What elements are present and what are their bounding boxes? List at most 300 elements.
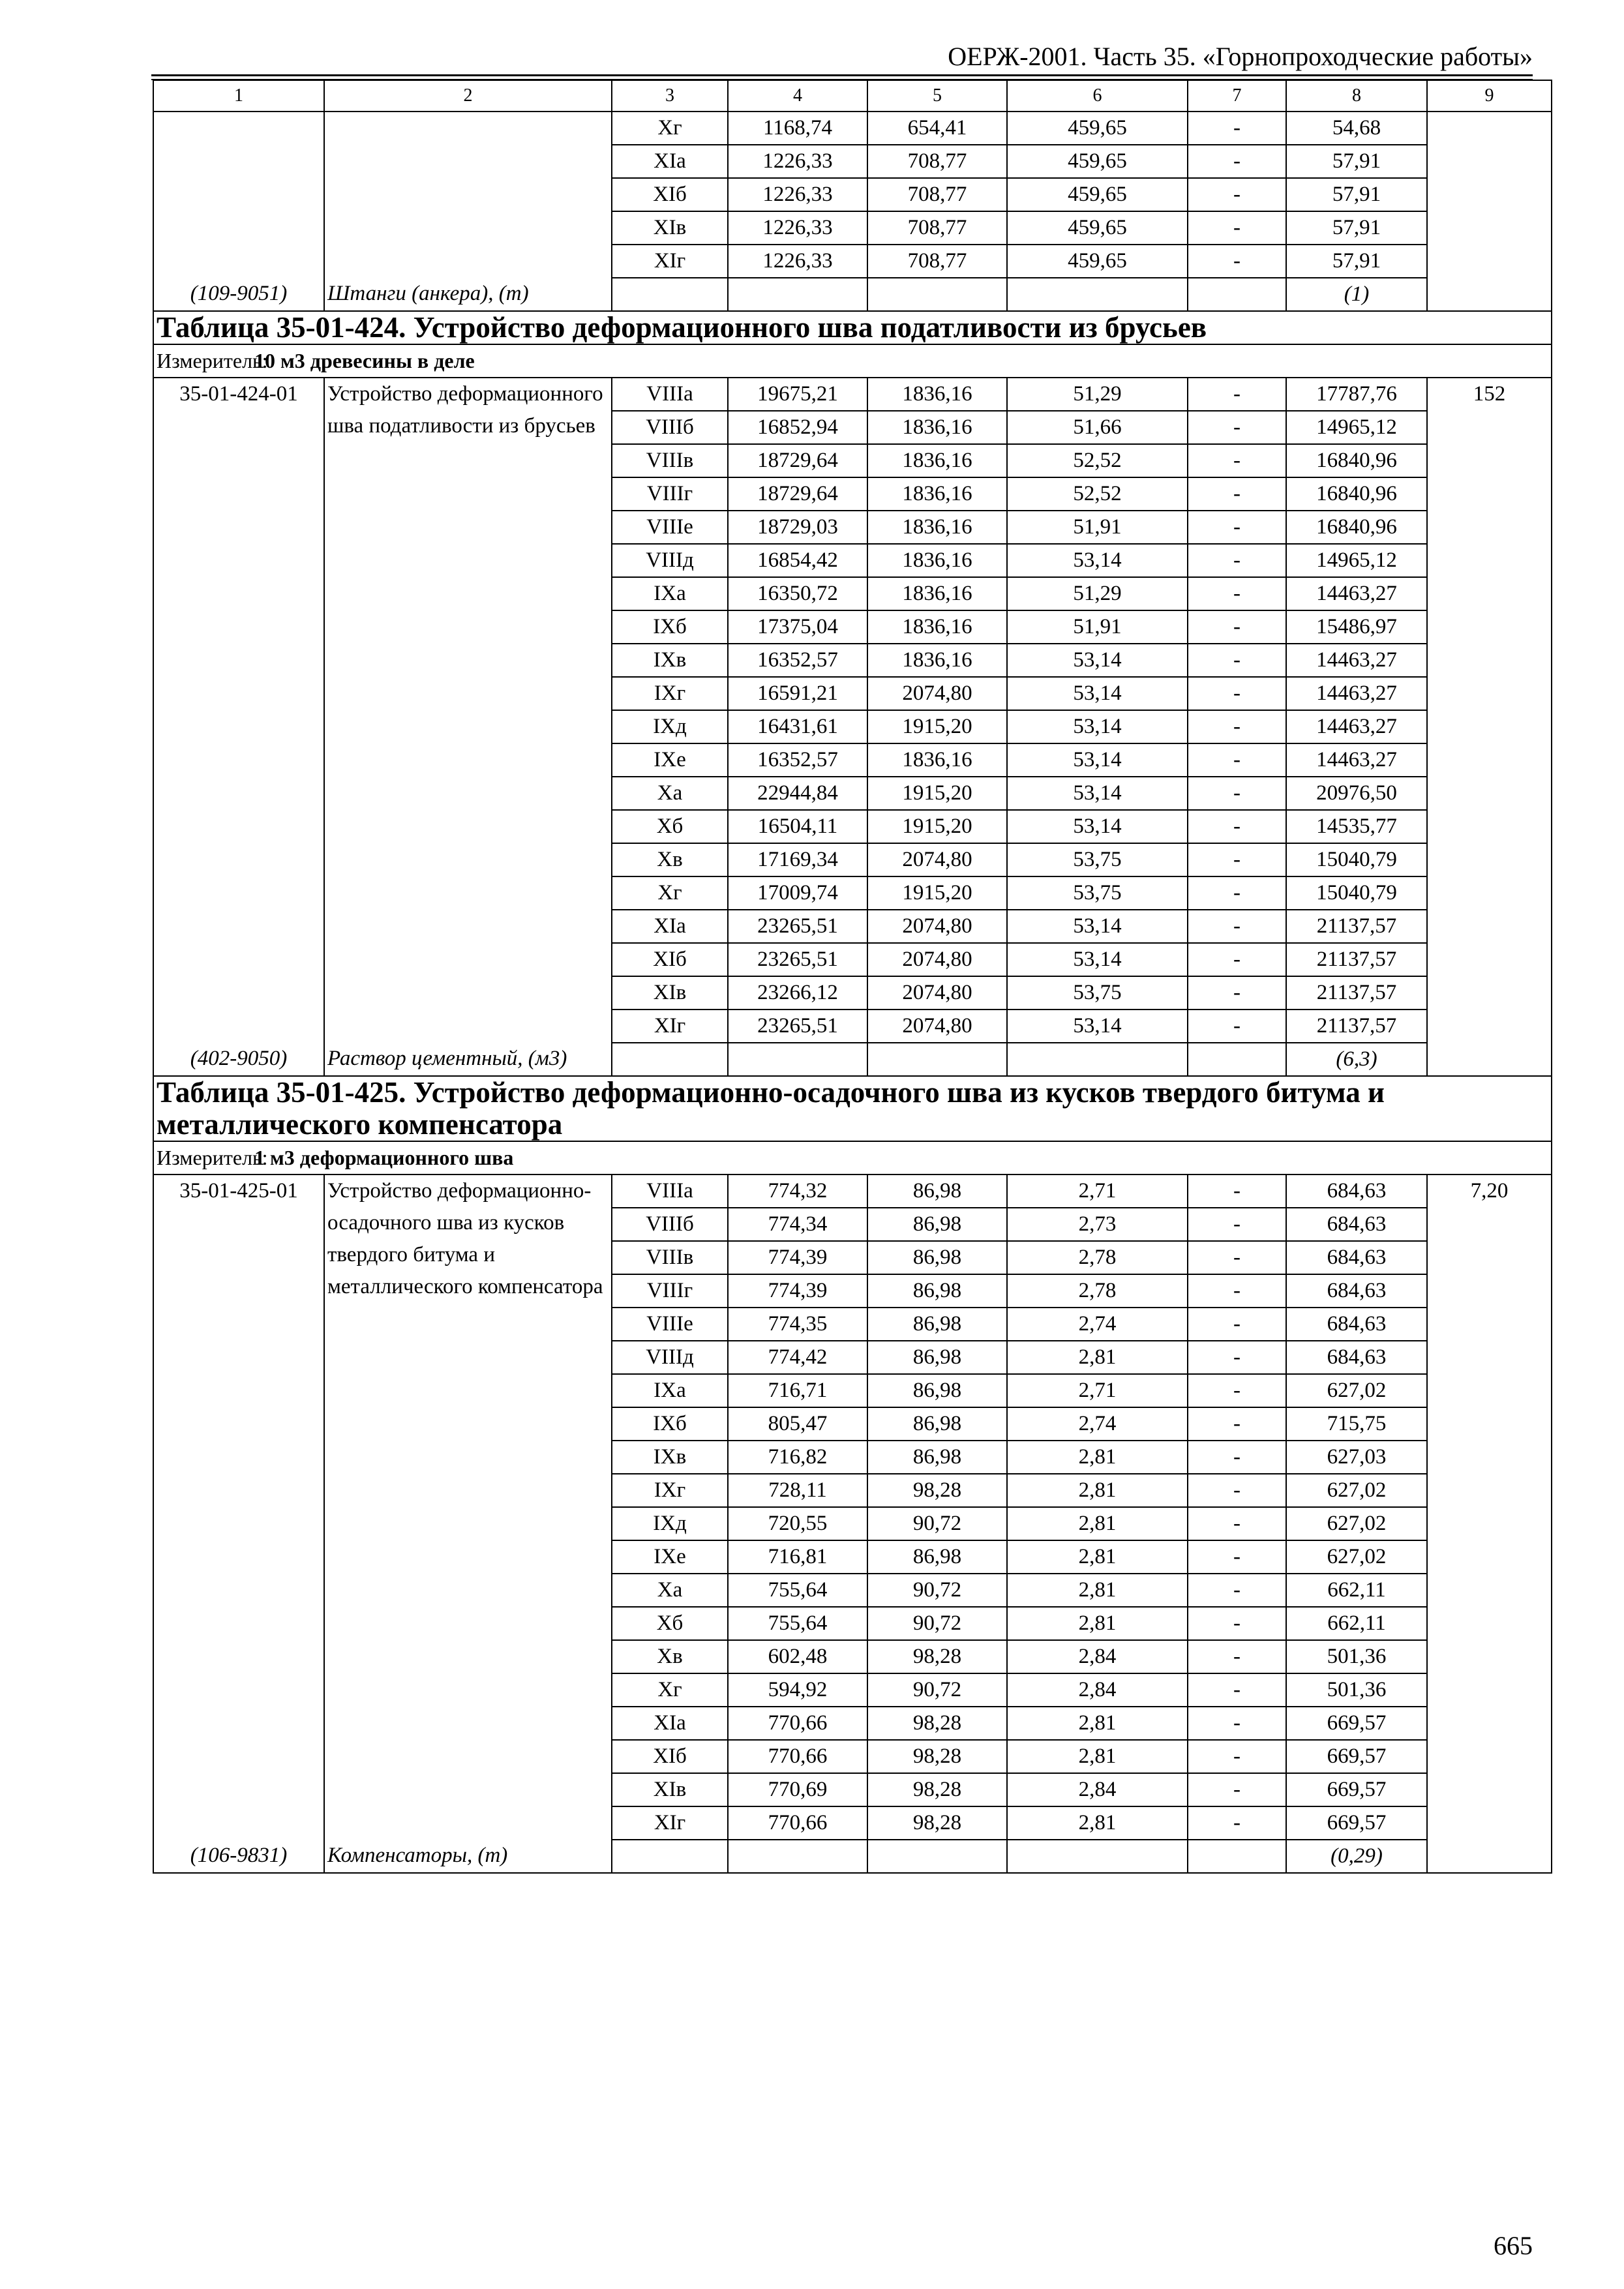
operator-wages-cell: - (1188, 777, 1286, 810)
total-cost-cell: 770,69 (728, 1773, 867, 1806)
machines-cell: 2,81 (1007, 1441, 1188, 1474)
operator-wages-cell: - (1188, 245, 1286, 278)
empty-cell (867, 1840, 1007, 1873)
category-cell: XIв (612, 211, 728, 245)
total-cost-cell: 716,82 (728, 1441, 867, 1474)
category-cell: VIIIб (612, 1208, 728, 1241)
machines-cell: 53,14 (1007, 943, 1188, 976)
resource-row (153, 1840, 1552, 1873)
materials-cell: 57,91 (1286, 211, 1427, 245)
machines-cell: 53,14 (1007, 777, 1188, 810)
column-number: 2 (324, 80, 612, 112)
meter-row (153, 344, 1552, 378)
operator-wages-cell: - (1188, 1806, 1286, 1840)
machines-cell: 51,91 (1007, 610, 1188, 644)
column-number: 3 (612, 80, 728, 112)
operator-wages-cell: - (1188, 876, 1286, 910)
category-cell: IXв (612, 644, 728, 677)
empty-cell (612, 1840, 728, 1873)
materials-cell: 684,63 (1286, 1174, 1427, 1208)
running-header: ОЕРЖ-2001. Часть 35. «Горнопроходческие работы» (948, 42, 1533, 71)
operator-wages-cell: - (1188, 843, 1286, 876)
wages-cell: 86,98 (867, 1441, 1007, 1474)
materials-cell: 669,57 (1286, 1707, 1427, 1740)
category-cell: XIв (612, 976, 728, 1010)
category-cell: IXг (612, 1474, 728, 1507)
operator-wages-cell: - (1188, 1474, 1286, 1507)
empty-cell (1007, 1840, 1188, 1873)
machines-cell: 2,81 (1007, 1540, 1188, 1574)
operator-wages-cell: - (1188, 1341, 1286, 1374)
wages-cell: 86,98 (867, 1174, 1007, 1208)
resource-qty-cell: (1) (1286, 278, 1427, 311)
total-cost-cell: 602,48 (728, 1640, 867, 1673)
machines-cell: 2,84 (1007, 1673, 1188, 1707)
materials-cell: 14965,12 (1286, 544, 1427, 577)
rate-description-cell: Устройство деформационно-осадочного шва из кусков твердого битума и металлического компенсатора (324, 1174, 612, 1840)
category-cell: IXб (612, 610, 728, 644)
meter-value: 10 м3 древесины в деле (254, 349, 475, 372)
column-number: 6 (1007, 80, 1188, 112)
empty-cell (1188, 278, 1286, 311)
machines-cell: 2,81 (1007, 1341, 1188, 1374)
wages-cell: 2074,80 (867, 1010, 1007, 1043)
machines-cell: 459,65 (1007, 245, 1188, 278)
category-cell: VIIIе (612, 511, 728, 544)
materials-cell: 684,63 (1286, 1308, 1427, 1341)
materials-cell: 14463,27 (1286, 644, 1427, 677)
table-body (153, 80, 1552, 1873)
table-row (153, 378, 1552, 411)
table-title: Таблица 35-01-425. Устройство деформационно-осадочного шва из кусков твердого битума и металлического компенсатора (153, 1076, 1552, 1141)
materials-cell: 627,02 (1286, 1474, 1427, 1507)
materials-cell: 21137,57 (1286, 976, 1427, 1010)
operator-wages-cell: - (1188, 1640, 1286, 1673)
wages-cell: 98,28 (867, 1640, 1007, 1673)
materials-cell: 17787,76 (1286, 378, 1427, 411)
wages-cell: 86,98 (867, 1341, 1007, 1374)
machines-cell: 53,75 (1007, 976, 1188, 1010)
materials-cell: 21137,57 (1286, 1010, 1427, 1043)
empty-cell (1427, 1043, 1552, 1076)
wages-cell: 2074,80 (867, 677, 1007, 710)
meter-line (153, 1141, 1552, 1174)
column-number: 4 (728, 80, 867, 112)
materials-cell: 57,91 (1286, 245, 1427, 278)
total-cost-cell: 774,39 (728, 1274, 867, 1308)
column-number: 5 (867, 80, 1007, 112)
wages-cell: 86,98 (867, 1407, 1007, 1441)
category-cell: Xв (612, 843, 728, 876)
machines-cell: 459,65 (1007, 178, 1188, 211)
machines-cell: 53,14 (1007, 644, 1188, 677)
column-number: 7 (1188, 80, 1286, 112)
wages-cell: 86,98 (867, 1208, 1007, 1241)
machines-cell: 2,78 (1007, 1274, 1188, 1308)
category-cell: XIа (612, 910, 728, 943)
wages-cell: 1836,16 (867, 411, 1007, 444)
wages-cell: 98,28 (867, 1806, 1007, 1840)
total-cost-cell: 720,55 (728, 1507, 867, 1540)
materials-cell: 16840,96 (1286, 444, 1427, 477)
total-cost-cell: 23265,51 (728, 1010, 867, 1043)
resource-qty-cell: (6,3) (1286, 1043, 1427, 1076)
operator-wages-cell: - (1188, 743, 1286, 777)
total-cost-cell: 716,71 (728, 1374, 867, 1407)
total-cost-cell: 19675,21 (728, 378, 867, 411)
operator-wages-cell: - (1188, 710, 1286, 743)
total-cost-cell: 774,34 (728, 1208, 867, 1241)
header-rule (151, 74, 1533, 76)
materials-cell: 684,63 (1286, 1241, 1427, 1274)
resource-code-cell: (106-9831) (153, 1840, 324, 1873)
operator-wages-cell: - (1188, 211, 1286, 245)
operator-wages-cell: - (1188, 677, 1286, 710)
wages-cell: 90,72 (867, 1607, 1007, 1640)
materials-cell: 627,02 (1286, 1540, 1427, 1574)
category-cell: VIIIв (612, 1241, 728, 1274)
materials-cell: 669,57 (1286, 1806, 1427, 1840)
operator-wages-cell: - (1188, 577, 1286, 610)
wages-cell: 708,77 (867, 245, 1007, 278)
empty-cell (728, 1840, 867, 1873)
wages-cell: 98,28 (867, 1773, 1007, 1806)
empty-cell (1188, 1840, 1286, 1873)
total-cost-cell: 18729,64 (728, 477, 867, 511)
materials-cell: 21137,57 (1286, 910, 1427, 943)
machines-cell: 459,65 (1007, 211, 1188, 245)
category-cell: IXе (612, 1540, 728, 1574)
wages-cell: 90,72 (867, 1574, 1007, 1607)
materials-cell: 501,36 (1286, 1673, 1427, 1707)
category-cell: VIIIд (612, 544, 728, 577)
table-title: Таблица 35-01-424. Устройство деформационного шва податливости из брусьев (153, 311, 1552, 344)
table-title-row (153, 311, 1552, 344)
category-cell: VIIIб (612, 411, 728, 444)
materials-cell: 57,91 (1286, 178, 1427, 211)
operator-wages-cell: - (1188, 411, 1286, 444)
machines-cell: 53,14 (1007, 910, 1188, 943)
empty-cell (1188, 1043, 1286, 1076)
operator-wages-cell: - (1188, 910, 1286, 943)
empty-cell (612, 278, 728, 311)
blank-cell (324, 112, 612, 278)
total-cost-cell: 716,81 (728, 1540, 867, 1574)
category-cell: XIб (612, 178, 728, 211)
rate-code-cell: 35-01-424-01 (153, 378, 324, 1043)
materials-cell: 684,63 (1286, 1341, 1427, 1374)
wages-cell: 86,98 (867, 1540, 1007, 1574)
category-cell: XIа (612, 145, 728, 178)
category-cell: Xв (612, 1640, 728, 1673)
wages-cell: 98,28 (867, 1474, 1007, 1507)
operator-wages-cell: - (1188, 1208, 1286, 1241)
category-cell: XIг (612, 245, 728, 278)
operator-wages-cell: - (1188, 1441, 1286, 1474)
resource-name-cell: Компенсаторы, (т) (324, 1840, 612, 1873)
machines-cell: 52,52 (1007, 477, 1188, 511)
meter-label: Измеритель: (157, 1146, 268, 1169)
empty-cell (1427, 1840, 1552, 1873)
blank-cell (153, 112, 324, 278)
total-cost-cell: 774,32 (728, 1174, 867, 1208)
total-cost-cell: 17169,34 (728, 843, 867, 876)
operator-wages-cell: - (1188, 1707, 1286, 1740)
wages-cell: 2074,80 (867, 943, 1007, 976)
materials-cell: 662,11 (1286, 1607, 1427, 1640)
total-cost-cell: 16504,11 (728, 810, 867, 843)
machines-cell: 2,78 (1007, 1241, 1188, 1274)
wages-cell: 1836,16 (867, 544, 1007, 577)
empty-cell (728, 1043, 867, 1076)
table-title-row (153, 1076, 1552, 1141)
materials-cell: 14965,12 (1286, 411, 1427, 444)
machines-cell: 2,81 (1007, 1474, 1188, 1507)
materials-cell: 14463,27 (1286, 677, 1427, 710)
total-cost-cell: 1168,74 (728, 112, 867, 145)
materials-cell: 16840,96 (1286, 511, 1427, 544)
total-cost-cell: 17375,04 (728, 610, 867, 644)
operator-wages-cell: - (1188, 444, 1286, 477)
category-cell: IXа (612, 577, 728, 610)
wages-cell: 98,28 (867, 1740, 1007, 1773)
materials-cell: 14535,77 (1286, 810, 1427, 843)
total-cost-cell: 774,42 (728, 1341, 867, 1374)
operator-wages-cell: - (1188, 378, 1286, 411)
total-cost-cell: 23265,51 (728, 943, 867, 976)
category-cell: XIб (612, 1740, 728, 1773)
category-cell: Xб (612, 1607, 728, 1640)
meter-line (153, 344, 1552, 378)
category-cell: Xб (612, 810, 728, 843)
wages-cell: 1915,20 (867, 710, 1007, 743)
total-cost-cell: 594,92 (728, 1673, 867, 1707)
total-cost-cell: 774,35 (728, 1308, 867, 1341)
materials-cell: 684,63 (1286, 1274, 1427, 1308)
machines-cell: 2,73 (1007, 1208, 1188, 1241)
category-cell: IXв (612, 1441, 728, 1474)
materials-cell: 14463,27 (1286, 743, 1427, 777)
total-cost-cell: 728,11 (728, 1474, 867, 1507)
materials-cell: 20976,50 (1286, 777, 1427, 810)
machines-cell: 2,81 (1007, 1574, 1188, 1607)
wages-cell: 708,77 (867, 178, 1007, 211)
total-cost-cell: 770,66 (728, 1740, 867, 1773)
total-cost-cell: 17009,74 (728, 876, 867, 910)
resource-name-cell: Штанги (анкера), (т) (324, 278, 612, 311)
resource-code-cell: (402-9050) (153, 1043, 324, 1076)
empty-cell (728, 278, 867, 311)
column-number: 9 (1427, 80, 1552, 112)
operator-wages-cell: - (1188, 477, 1286, 511)
operator-wages-cell: - (1188, 112, 1286, 145)
category-cell: XIв (612, 1773, 728, 1806)
operator-wages-cell: - (1188, 1374, 1286, 1407)
total-cost-cell: 18729,03 (728, 511, 867, 544)
category-cell: Xа (612, 777, 728, 810)
operator-wages-cell: - (1188, 1740, 1286, 1773)
materials-cell: 627,02 (1286, 1374, 1427, 1407)
category-cell: IXа (612, 1374, 728, 1407)
total-cost-cell: 774,39 (728, 1241, 867, 1274)
operator-wages-cell: - (1188, 1274, 1286, 1308)
total-cost-cell: 23265,51 (728, 910, 867, 943)
machines-cell: 53,75 (1007, 876, 1188, 910)
operator-wages-cell: - (1188, 1540, 1286, 1574)
materials-cell: 15040,79 (1286, 843, 1427, 876)
total-cost-cell: 16352,57 (728, 644, 867, 677)
total-cost-cell: 16854,42 (728, 544, 867, 577)
materials-cell: 715,75 (1286, 1407, 1427, 1441)
meter-value: 1 м3 деформационного шва (254, 1146, 514, 1169)
wages-cell: 86,98 (867, 1308, 1007, 1341)
machines-cell: 2,71 (1007, 1374, 1188, 1407)
resource-name-cell: Раствор цементный, (м3) (324, 1043, 612, 1076)
wages-cell: 90,72 (867, 1673, 1007, 1707)
wages-cell: 1836,16 (867, 477, 1007, 511)
wages-cell: 2074,80 (867, 843, 1007, 876)
total-cost-cell: 770,66 (728, 1707, 867, 1740)
operator-wages-cell: - (1188, 810, 1286, 843)
machines-cell: 51,91 (1007, 511, 1188, 544)
machines-cell: 53,14 (1007, 677, 1188, 710)
machines-cell: 459,65 (1007, 145, 1188, 178)
total-cost-cell: 16350,72 (728, 577, 867, 610)
crew-labor-cell: 7,20 (1427, 1174, 1552, 1840)
category-cell: VIIIв (612, 444, 728, 477)
wages-cell: 2074,80 (867, 910, 1007, 943)
wages-cell: 86,98 (867, 1241, 1007, 1274)
materials-cell: 684,63 (1286, 1208, 1427, 1241)
operator-wages-cell: - (1188, 1010, 1286, 1043)
materials-cell: 501,36 (1286, 1640, 1427, 1673)
category-cell: Xг (612, 1673, 728, 1707)
wages-cell: 1836,16 (867, 610, 1007, 644)
machines-cell: 53,14 (1007, 1010, 1188, 1043)
operator-wages-cell: - (1188, 544, 1286, 577)
wages-cell: 86,98 (867, 1274, 1007, 1308)
machines-cell: 2,74 (1007, 1308, 1188, 1341)
category-cell: Xг (612, 112, 728, 145)
category-cell: VIIIе (612, 1308, 728, 1341)
resource-row (153, 1043, 1552, 1076)
operator-wages-cell: - (1188, 976, 1286, 1010)
machines-cell: 52,52 (1007, 444, 1188, 477)
meter-row (153, 1141, 1552, 1174)
machines-cell: 53,14 (1007, 544, 1188, 577)
resource-code-cell: (109-9051) (153, 278, 324, 311)
empty-cell (612, 1043, 728, 1076)
materials-cell: 15040,79 (1286, 876, 1427, 910)
category-cell: VIIIг (612, 477, 728, 511)
wages-cell: 1836,16 (867, 511, 1007, 544)
wages-cell: 1836,16 (867, 743, 1007, 777)
total-cost-cell: 770,66 (728, 1806, 867, 1840)
empty-cell (1007, 278, 1188, 311)
machines-cell: 51,29 (1007, 577, 1188, 610)
total-cost-cell: 23266,12 (728, 976, 867, 1010)
machines-cell: 51,29 (1007, 378, 1188, 411)
wages-cell: 1915,20 (867, 777, 1007, 810)
crew-labor-cell: 152 (1427, 378, 1552, 1043)
operator-wages-cell: - (1188, 178, 1286, 211)
materials-cell: 662,11 (1286, 1574, 1427, 1607)
materials-cell: 15486,97 (1286, 610, 1427, 644)
machines-cell: 459,65 (1007, 112, 1188, 145)
materials-cell: 21137,57 (1286, 943, 1427, 976)
category-cell: Xг (612, 876, 728, 910)
machines-cell: 2,81 (1007, 1707, 1188, 1740)
machines-cell: 2,81 (1007, 1806, 1188, 1840)
category-cell: IXе (612, 743, 728, 777)
machines-cell: 53,14 (1007, 743, 1188, 777)
column-number: 1 (153, 80, 324, 112)
operator-wages-cell: - (1188, 610, 1286, 644)
total-cost-cell: 16852,94 (728, 411, 867, 444)
operator-wages-cell: - (1188, 1607, 1286, 1640)
operator-wages-cell: - (1188, 1174, 1286, 1208)
wages-cell: 86,98 (867, 1374, 1007, 1407)
category-cell: XIб (612, 943, 728, 976)
empty-cell (867, 278, 1007, 311)
total-cost-cell: 755,64 (728, 1607, 867, 1640)
total-cost-cell: 1226,33 (728, 211, 867, 245)
operator-wages-cell: - (1188, 1673, 1286, 1707)
materials-cell: 54,68 (1286, 112, 1427, 145)
materials-cell: 57,91 (1286, 145, 1427, 178)
operator-wages-cell: - (1188, 1308, 1286, 1341)
materials-cell: 627,03 (1286, 1441, 1427, 1474)
category-cell: VIIIа (612, 378, 728, 411)
operator-wages-cell: - (1188, 1241, 1286, 1274)
category-cell: IXд (612, 1507, 728, 1540)
machines-cell: 53,14 (1007, 710, 1188, 743)
operator-wages-cell: - (1188, 1773, 1286, 1806)
operator-wages-cell: - (1188, 1507, 1286, 1540)
category-cell: VIIIа (612, 1174, 728, 1208)
operator-wages-cell: - (1188, 511, 1286, 544)
resource-qty-cell: (0,29) (1286, 1840, 1427, 1873)
wages-cell: 1836,16 (867, 444, 1007, 477)
wages-cell: 2074,80 (867, 976, 1007, 1010)
wages-cell: 1836,16 (867, 577, 1007, 610)
empty-cell (1427, 278, 1552, 311)
category-cell: IXб (612, 1407, 728, 1441)
machines-cell: 53,75 (1007, 843, 1188, 876)
machines-cell: 2,81 (1007, 1607, 1188, 1640)
total-cost-cell: 22944,84 (728, 777, 867, 810)
page-number: 665 (1494, 2231, 1533, 2260)
operator-wages-cell: - (1188, 1574, 1286, 1607)
table-row (153, 1174, 1552, 1208)
table-row (153, 112, 1552, 145)
total-cost-cell: 1226,33 (728, 178, 867, 211)
machines-cell: 2,74 (1007, 1407, 1188, 1441)
wages-cell: 708,77 (867, 211, 1007, 245)
resource-row (153, 278, 1552, 311)
wages-cell: 1836,16 (867, 644, 1007, 677)
wages-cell: 708,77 (867, 145, 1007, 178)
total-cost-cell: 16431,61 (728, 710, 867, 743)
machines-cell: 2,81 (1007, 1507, 1188, 1540)
rates-table (153, 80, 1552, 1874)
total-cost-cell: 16591,21 (728, 677, 867, 710)
machines-cell: 2,81 (1007, 1740, 1188, 1773)
column-number: 8 (1286, 80, 1427, 112)
wages-cell: 654,41 (867, 112, 1007, 145)
materials-cell: 14463,27 (1286, 710, 1427, 743)
operator-wages-cell: - (1188, 943, 1286, 976)
